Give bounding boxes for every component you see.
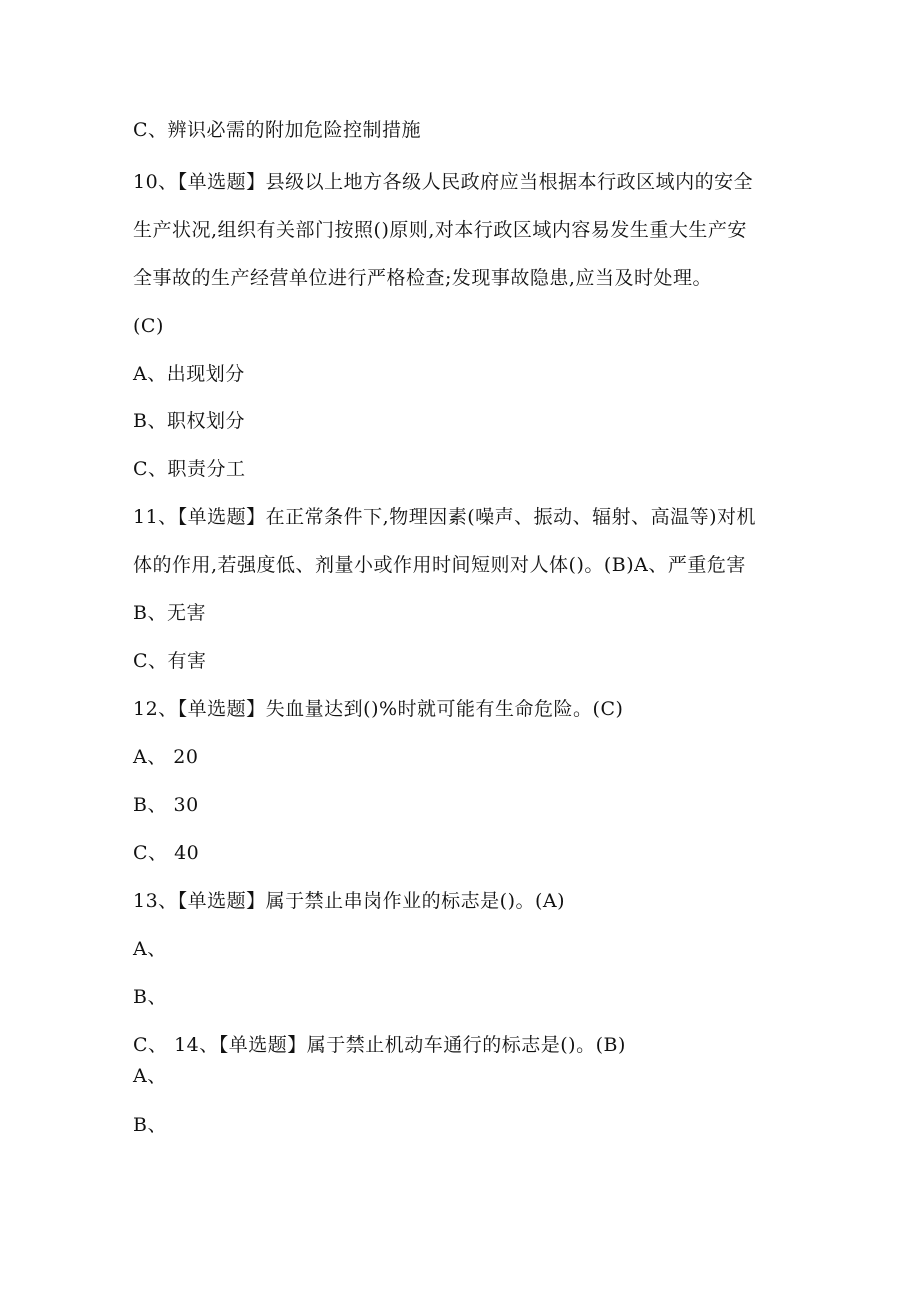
q12-option-b: B、 30 bbox=[133, 794, 199, 816]
q12-stem: 12、【单选题】失血量达到()%时就可能有生命危险。(C) bbox=[133, 698, 624, 720]
q10-stem-line-1: 10、【单选题】县级以上地方各级人民政府应当根据本行政区域内的安全 bbox=[133, 171, 754, 193]
q9-option-c: C、辨识必需的附加危险控制措施 bbox=[133, 119, 422, 141]
q10-stem-line-3: 全事故的生产经营单位进行严格检查;发现事故隐患,应当及时处理。 bbox=[133, 267, 712, 289]
q11-stem-line-1: 11、【单选题】在正常条件下,物理因素(噪声、振动、辐射、高温等)对机 bbox=[133, 506, 757, 528]
q10-answer: (C) bbox=[133, 315, 164, 337]
q11-option-c: C、有害 bbox=[133, 650, 207, 672]
q10-option-a: A、出现划分 bbox=[133, 363, 245, 385]
q13-option-c-q14-stem: C、 14、【单选题】属于禁止机动车通行的标志是()。(B) bbox=[133, 1034, 626, 1056]
q13-option-b: B、 bbox=[133, 986, 167, 1008]
q10-option-c: C、职责分工 bbox=[133, 458, 246, 480]
q13-option-a: A、 bbox=[133, 938, 167, 960]
q11-option-b: B、无害 bbox=[133, 602, 206, 624]
q14-option-a: A、 bbox=[133, 1065, 167, 1087]
q12-option-a: A、 20 bbox=[133, 746, 199, 768]
q14-option-b: B、 bbox=[133, 1114, 167, 1136]
q12-option-c: C、 40 bbox=[133, 842, 200, 864]
q11-stem-line-2: 体的作用,若强度低、剂量小或作用时间短则对人体()。(B)A、严重危害 bbox=[133, 554, 746, 576]
q13-stem: 13、【单选题】属于禁止串岗作业的标志是()。(A) bbox=[133, 890, 566, 912]
q10-stem-line-2: 生产状况,组织有关部门按照()原则,对本行政区域内容易发生重大生产安 bbox=[133, 219, 747, 241]
q10-option-b: B、职权划分 bbox=[133, 410, 245, 432]
